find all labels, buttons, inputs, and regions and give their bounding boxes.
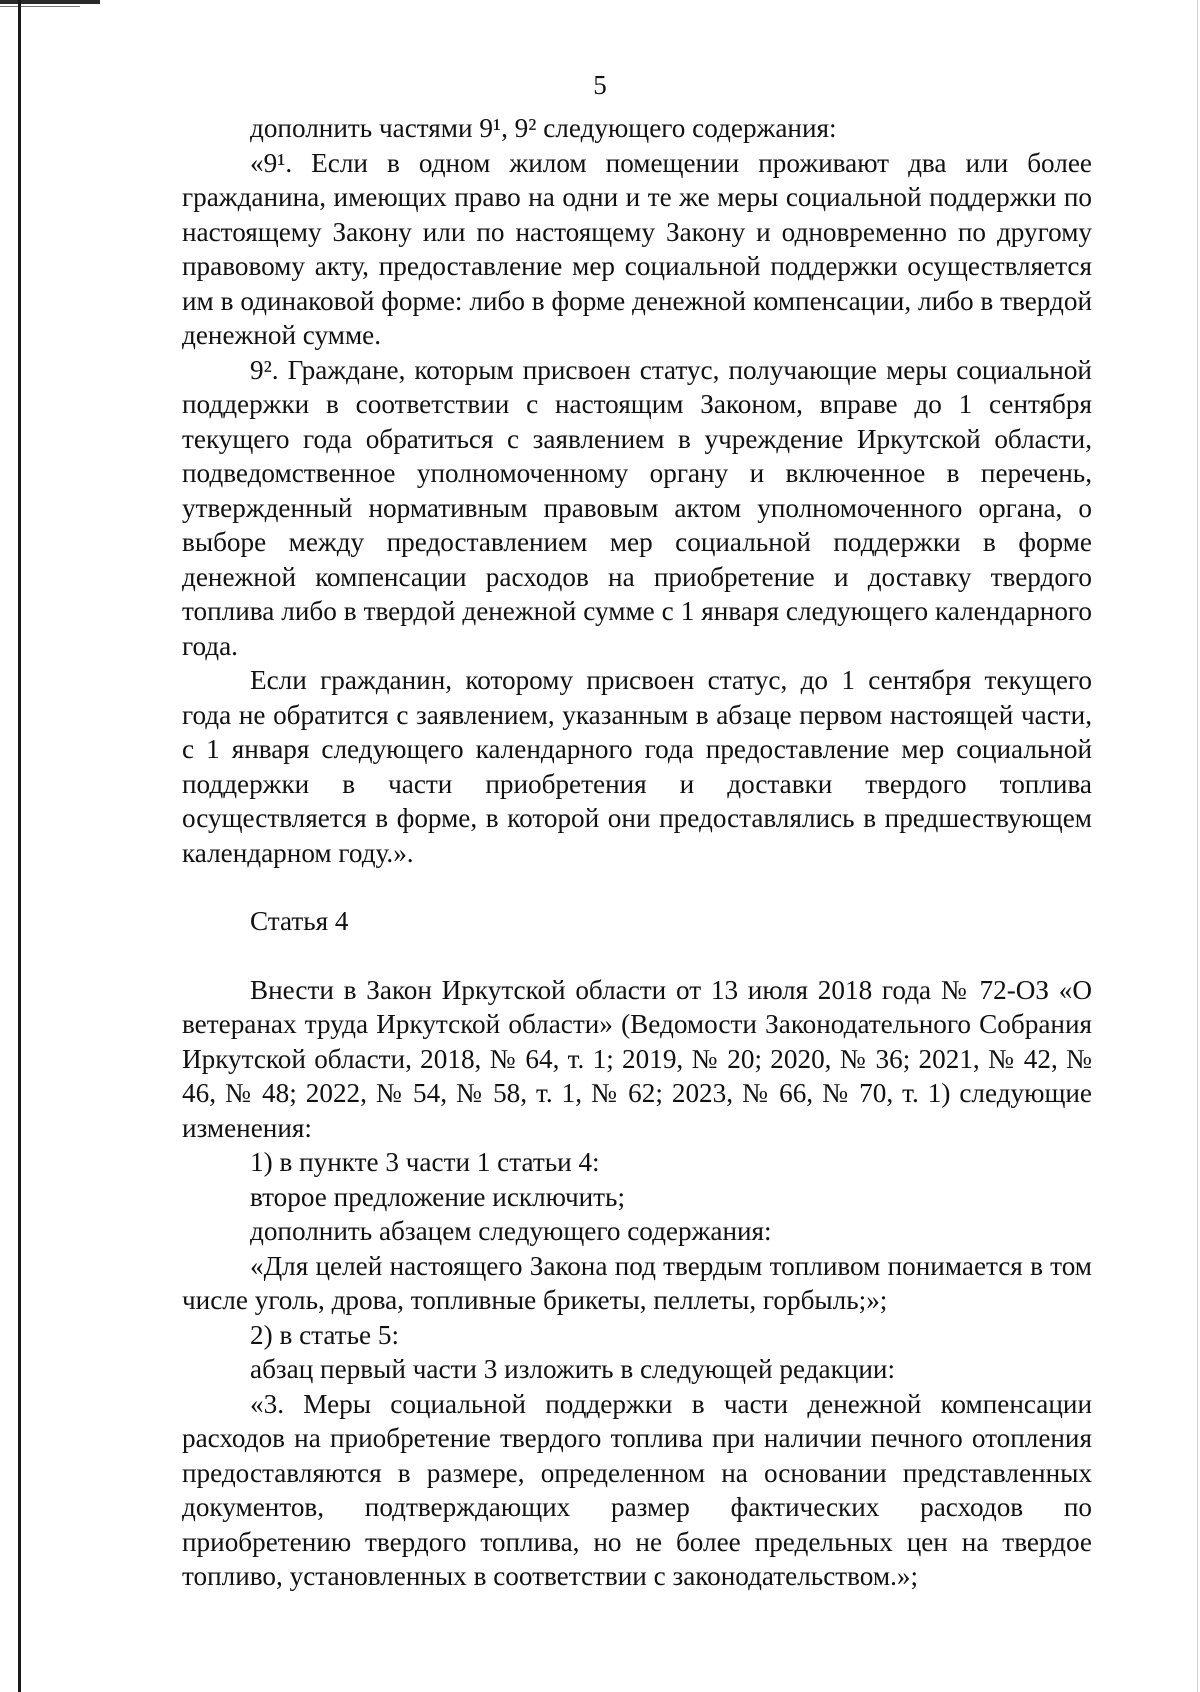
paragraph-item-1: 1) в пункте 3 части 1 статьи 4: <box>250 1147 600 1177</box>
paragraph-item-2: 2) в статье 5: <box>250 1319 400 1350</box>
paragraph-part-9-2-second: Если гражданин, которому присвоен статус, до 1 сентября текущего года не обратится с заявлением, указанным в абзаце первом настоящей части, с 1 января следующего календарного года предоставление мер социальной поддержки в части приобретения и доставки твердого топлива осуществляется в форме, в которой они предоставлялись в предшествующем календарном году.». <box>182 665 1092 868</box>
scan-edge-left <box>18 0 21 1692</box>
document-body <box>182 111 1092 1594</box>
scan-edge-top-line <box>0 6 80 7</box>
paragraph-part-9-1: «9¹. Если в одном жилом помещении проживают два или более гражданина, имеющих право на одни и те же меры социальной поддержки по настоящему Закону или по настоящему Закону и одновременно по другому правовому акту, предоставление мер социальной поддержки осуществляется им в одинаковой форме: либо в форме денежной компенсации, либо в твердой денежной сумме. <box>182 147 1092 350</box>
scan-edge-right <box>1197 0 1198 1692</box>
paragraph-item-2-a: абзац первый части 3 изложить в следующей редакции: <box>250 1354 895 1384</box>
article-heading: Статья 4 <box>250 906 349 936</box>
paragraph-intro: дополнить частями 9¹, 9² следующего содержания: <box>250 113 837 143</box>
paragraph-item-1-b: дополнить абзацем следующего содержания: <box>250 1216 772 1246</box>
spacer <box>182 939 1092 973</box>
page-number: 5 <box>593 70 607 100</box>
paragraph-part-9-2: 9². Граждане, которым присвоен статус, получающие меры социальной поддержки в соответствии с настоящим Законом, вправе до 1 сентября текущего года обратиться с заявлением в учреждение Иркутской области, подведомственное уполномоченному органу и включенное в перечень, утвержденный нормативным правовым актом уполномоченного органа, о выборе между предоставлением мер социальной поддержки в форме денежной компенсации расходов на приобретение и доставку твердого топлива либо в твердой денежной сумме с 1 января следующего календарного года. <box>182 354 1092 661</box>
paragraph-amend-intro: Внести в Закон Иркутской области от 13 июля 2018 года № 72-ОЗ «О ветеранах труда Иркутской области» (Ведомости Законодательного Собрания Иркутской области, 2018, № 64, т. 1; 2019, № 20; 2020, № 36; 2021, № 42, № 46, № 48; 2022, № 54, № 58, т. 1, № 62; 2023, № 66, № 70, т. 1) следующие изменения: <box>182 974 1092 1143</box>
spacer <box>182 870 1092 904</box>
paragraph-item-1-a: второе предложение исключить; <box>250 1181 626 1212</box>
scan-edge-top <box>0 0 100 4</box>
paragraph-item-2-text: «3. Меры социальной поддержки в части денежной компенсации расходов на приобретение твердого топлива при наличии печного отопления предоставляются в размере, определенном на основании представленных документов, подтверждающих размер фактических расходов по приобретению твердого топлива, но не более предельных цен на твердое топливо, установленных в соответствии с законодательством.»; <box>182 1388 1092 1591</box>
paragraph-item-1-text: «Для целей настоящего Закона под твердым топливом понимается в том числе уголь, дрова, топливные брикеты, пеллеты, горбыль;»; <box>182 1250 1092 1315</box>
